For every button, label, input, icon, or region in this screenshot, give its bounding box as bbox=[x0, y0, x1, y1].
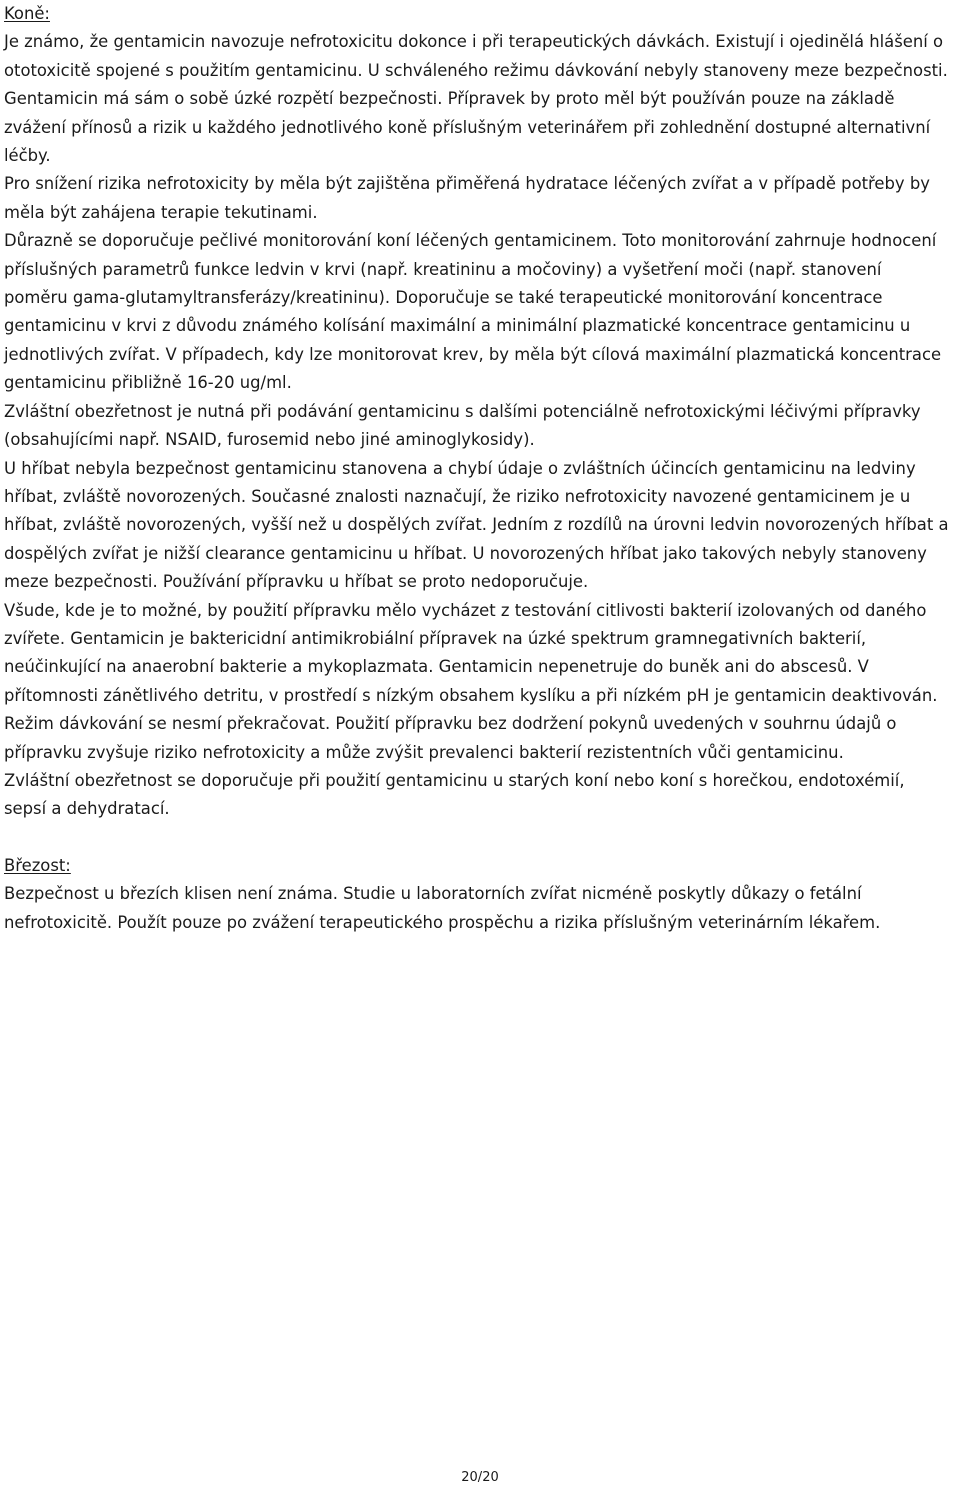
section-heading-brezost: Březost: bbox=[4, 855, 71, 875]
page-number: 20/20 bbox=[461, 1470, 499, 1485]
section-brezost bbox=[4, 852, 950, 937]
paragraph-brezost: Bezpečnost u březích klisen není známa. Studie u laboratorních zvířat nicméně poskytly důkazy o fetální nefrotoxicitě. Použít pouze po zvážení terapeutického prospěchu a rizika příslušným veterinárním lékařem. bbox=[4, 884, 881, 932]
section-spacer bbox=[4, 824, 950, 852]
document-page bbox=[4, 0, 950, 937]
section-heading-kone: Koně: bbox=[4, 4, 50, 23]
paragraph-nefrotoxicita: Je známo, že gentamicin navozuje nefrotoxicitu dokonce i při terapeutických dávkách. Existují i ojedinělá hlášení o ototoxicitě spojené s použitím gentamicinu. U schváleného režimu dávkování nebyly stanoveny meze bezpečnosti. Gentamicin má sám o sobě úzké rozpětí bezpečnosti. Přípravek by proto měl být používán pouze na základě zvážení přínosů a rizik u každého jednotlivého koně příslušným veterinářem při zohlednění dostupné alternativní léčby. bbox=[4, 32, 948, 166]
paragraph-hydratace: Pro snížení rizika nefrotoxicity by měla být zajištěna přiměřená hydratace léčených zvířat a v případě potřeby by měla být zahájena terapie tekutinami. bbox=[4, 174, 930, 222]
paragraph-rezim-davkovani: Režim dávkování se nesmí překračovat. Použití přípravku bez dodržení pokynů uvedených v souhrnu údajů o přípravku zvyšuje riziko nefrotoxicity a může zvýšit prevalenci bakterií rezistentních vůči gentamicinu. bbox=[4, 714, 897, 762]
section-kone bbox=[4, 0, 950, 824]
paragraph-monitorovani: Důrazně se doporučuje pečlivé monitorování koní léčených gentamicinem. Toto monitorování zahrnuje hodnocení příslušných parametrů funkce ledvin v krvi (např. kreatininu a močoviny) a vyšetření moči (např. stanovení poměru gama-glutamyltransferázy/kreatininu). Doporučuje se také terapeutické monitorování koncentrace gentamicinu v krvi z důvodu známého kolísání maximální a minimální plazmatické koncentrace gentamicinu u jednotlivých zvířat. V případech, kdy lze monitorovat krev, by měla být cílová maximální plazmatická koncentrace gentamicinu přibližně 16-20 ug/ml. bbox=[4, 231, 942, 393]
paragraph-citlivost-bakterii: Všude, kde je to možné, by použití přípravku mělo vycházet z testování citlivosti bakterií izolovaných od daného zvířete. Gentamicin je baktericidní antimikrobiální přípravek na úzké spektrum gramnegativních bakterií, neúčinkující na anaerobní bakterie a mykoplazmata. Gentamicin nepenetruje do buněk ani do abscesů. V přítomnosti zánětlivého detritu, v prostředí s nízkým obsahem kyslíku a při nízkém pH je gentamicin deaktivován. bbox=[4, 600, 938, 705]
paragraph-hribata: U hříbat nebyla bezpečnost gentamicinu stanovena a chybí údaje o zvláštních účincích gentamicinu na ledviny hříbat, zvláště novorozených. Současné znalosti naznačují, že riziko nefrotoxicity navozené gentamicinem je u hříbat, zvláště novorozených, vyšší než u dospělých zvířat. Jedním z rozdílů na úrovni ledvin novorozených hříbat a dospělých zvířat je nižší clearance gentamicinu u hříbat. U novorozených hříbat jako takových nebyly stanoveny meze bezpečnosti. Používání přípravku u hříbat se proto nedoporučuje. bbox=[4, 458, 949, 592]
paragraph-obezretnost-nefrotoxicke: Zvláštní obezřetnost je nutná při podávání gentamicinu s dalšími potenciálně nefrotoxickými léčivými přípravky (obsahujícími např. NSAID, furosemid nebo jiné aminoglykosidy). bbox=[4, 401, 921, 450]
paragraph-stari-kone: Zvláštní obezřetnost se doporučuje při použití gentamicinu u starých koní nebo koní s horečkou, endotoxémií, sepsí a dehydratací. bbox=[4, 770, 905, 819]
